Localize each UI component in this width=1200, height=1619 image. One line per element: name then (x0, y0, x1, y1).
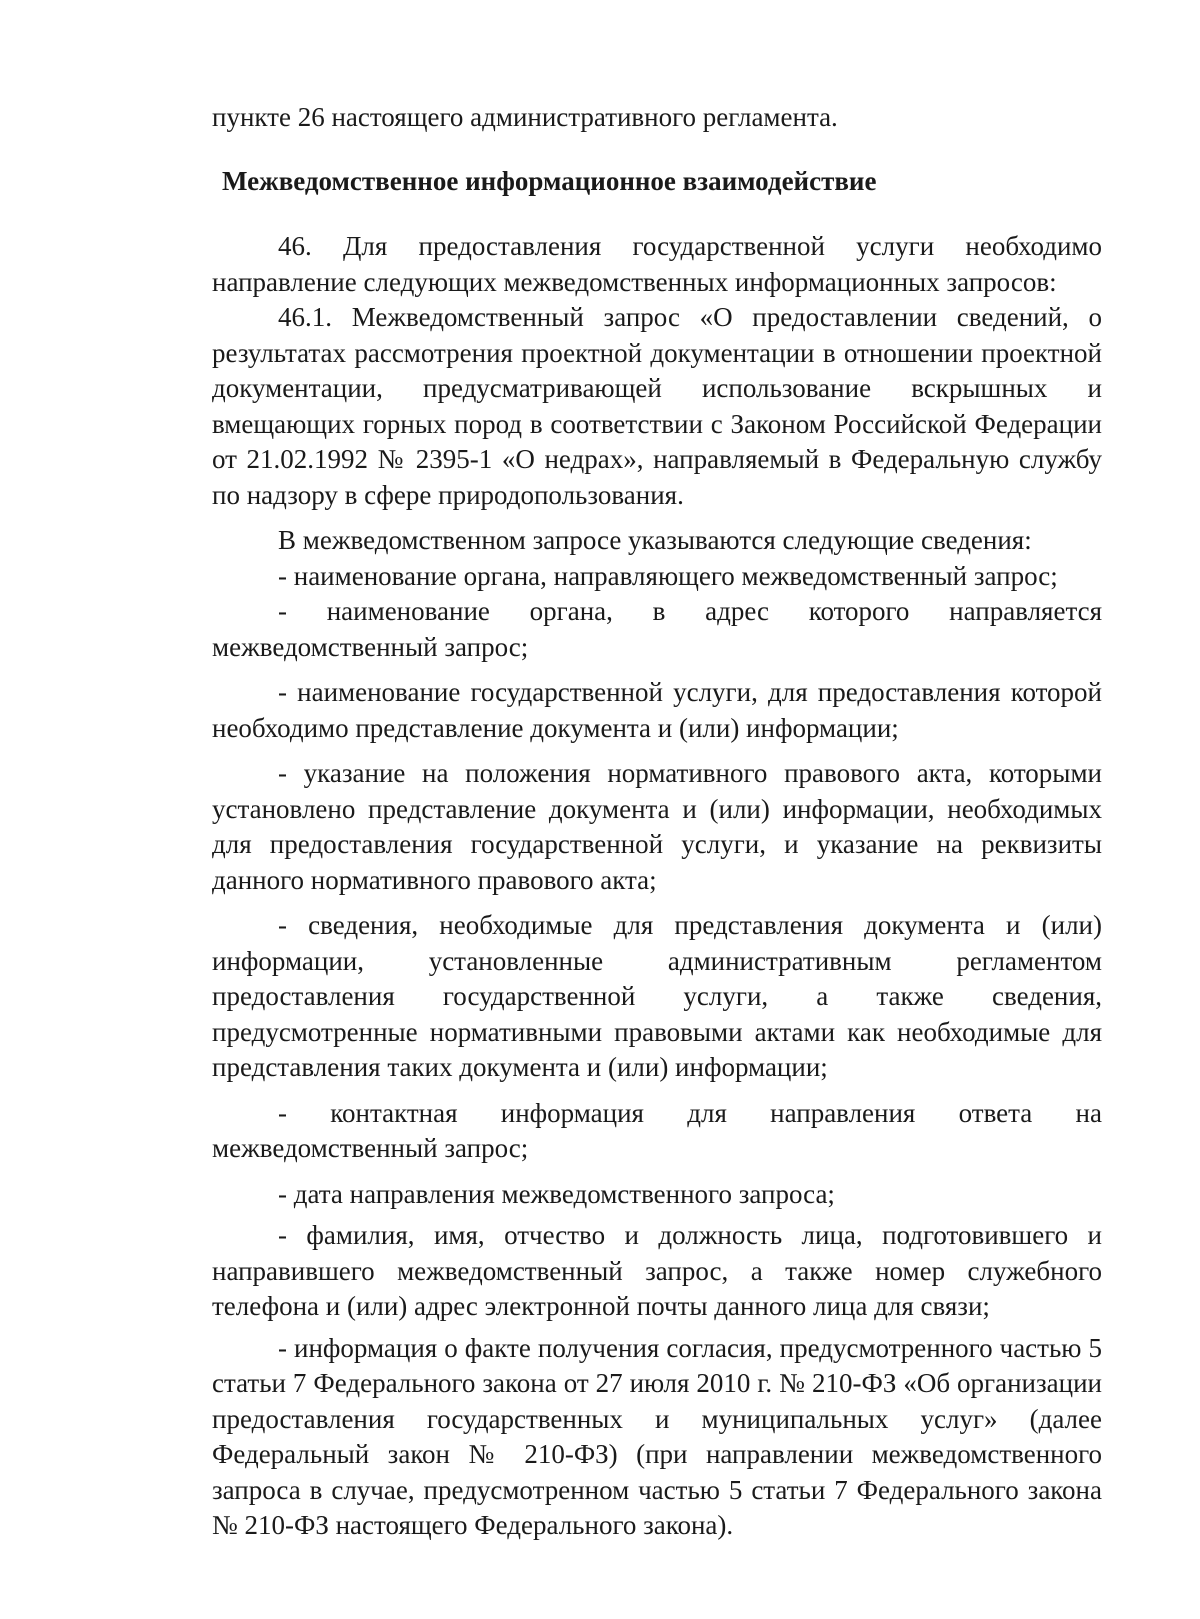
paragraph-request-info: В межведомственном запросе указываются следующие сведения: (278, 525, 1032, 555)
list-item: - информация о факте получения согласия, предусмотренного частью 5 статьи 7 Федерального закона от 27 июля 2010 г. № 210-ФЗ «Об организации предоставления государственных и муниципальных услуг» (далее Федеральный закон № 210-ФЗ) (при направлении межведомственного запроса в случае, предусмотренном частью 5 статьи 7 Федерального закона № 210-ФЗ настоящего Федерального закона). (212, 1332, 1102, 1540)
continuation-line: пункте 26 настоящего административного регламента. (212, 102, 838, 132)
list-item: - контактная информация для направления ответа на межведомственный запрос; (212, 1097, 1102, 1163)
document-body (212, 100, 1102, 1544)
list-item: - указание на положения нормативного правового акта, которыми установлено представление документа и (или) информации, необходимых для предоставления государственной услуги, и указание на реквизиты данного нормативного правового акта; (212, 758, 1102, 895)
paragraph-46-1: 46.1. Межведомственный запрос «О предоставлении сведений, о результатах рассмотрения проектной документации в отношении проектной документации, предусматривающей использование вскрышных и вмещающих горных пород в соответствии с Законом Российской Федерации от 21.02.1992 № 2395-1 «О недрах», направляемый в Федеральную службу по надзору в сфере природопользования. (212, 302, 1102, 510)
list-item: - наименование органа, в адрес которого направляется межведомственный запрос; (212, 596, 1102, 662)
list-item: - дата направления межведомственного запроса; (278, 1178, 835, 1209)
paragraph-46: 46. Для предоставления государственной услуги необходимо направление следующих межведомственных информационных запросов: (212, 231, 1102, 297)
list-item: - наименование органа, направляющего межведомственный запрос; (278, 560, 1058, 591)
list-item: - фамилия, имя, отчество и должность лица, подготовившего и направившего межведомственный запрос, а также номер служебного телефона и (или) адрес электронной почты данного лица для связи; (212, 1220, 1102, 1321)
section-heading: Межведомственное информационное взаимодействие (222, 165, 877, 196)
list-item: - сведения, необходимые для представления документа и (или) информации, установленные административным регламентом предоставления государственной услуги, а также сведения, предусмотренные нормативными правовыми актами как необходимые для представления таких документа и (или) информации; (212, 910, 1102, 1082)
list-item: - наименование государственной услуги, для предоставления которой необходимо представление документа и (или) информации; (212, 677, 1102, 743)
